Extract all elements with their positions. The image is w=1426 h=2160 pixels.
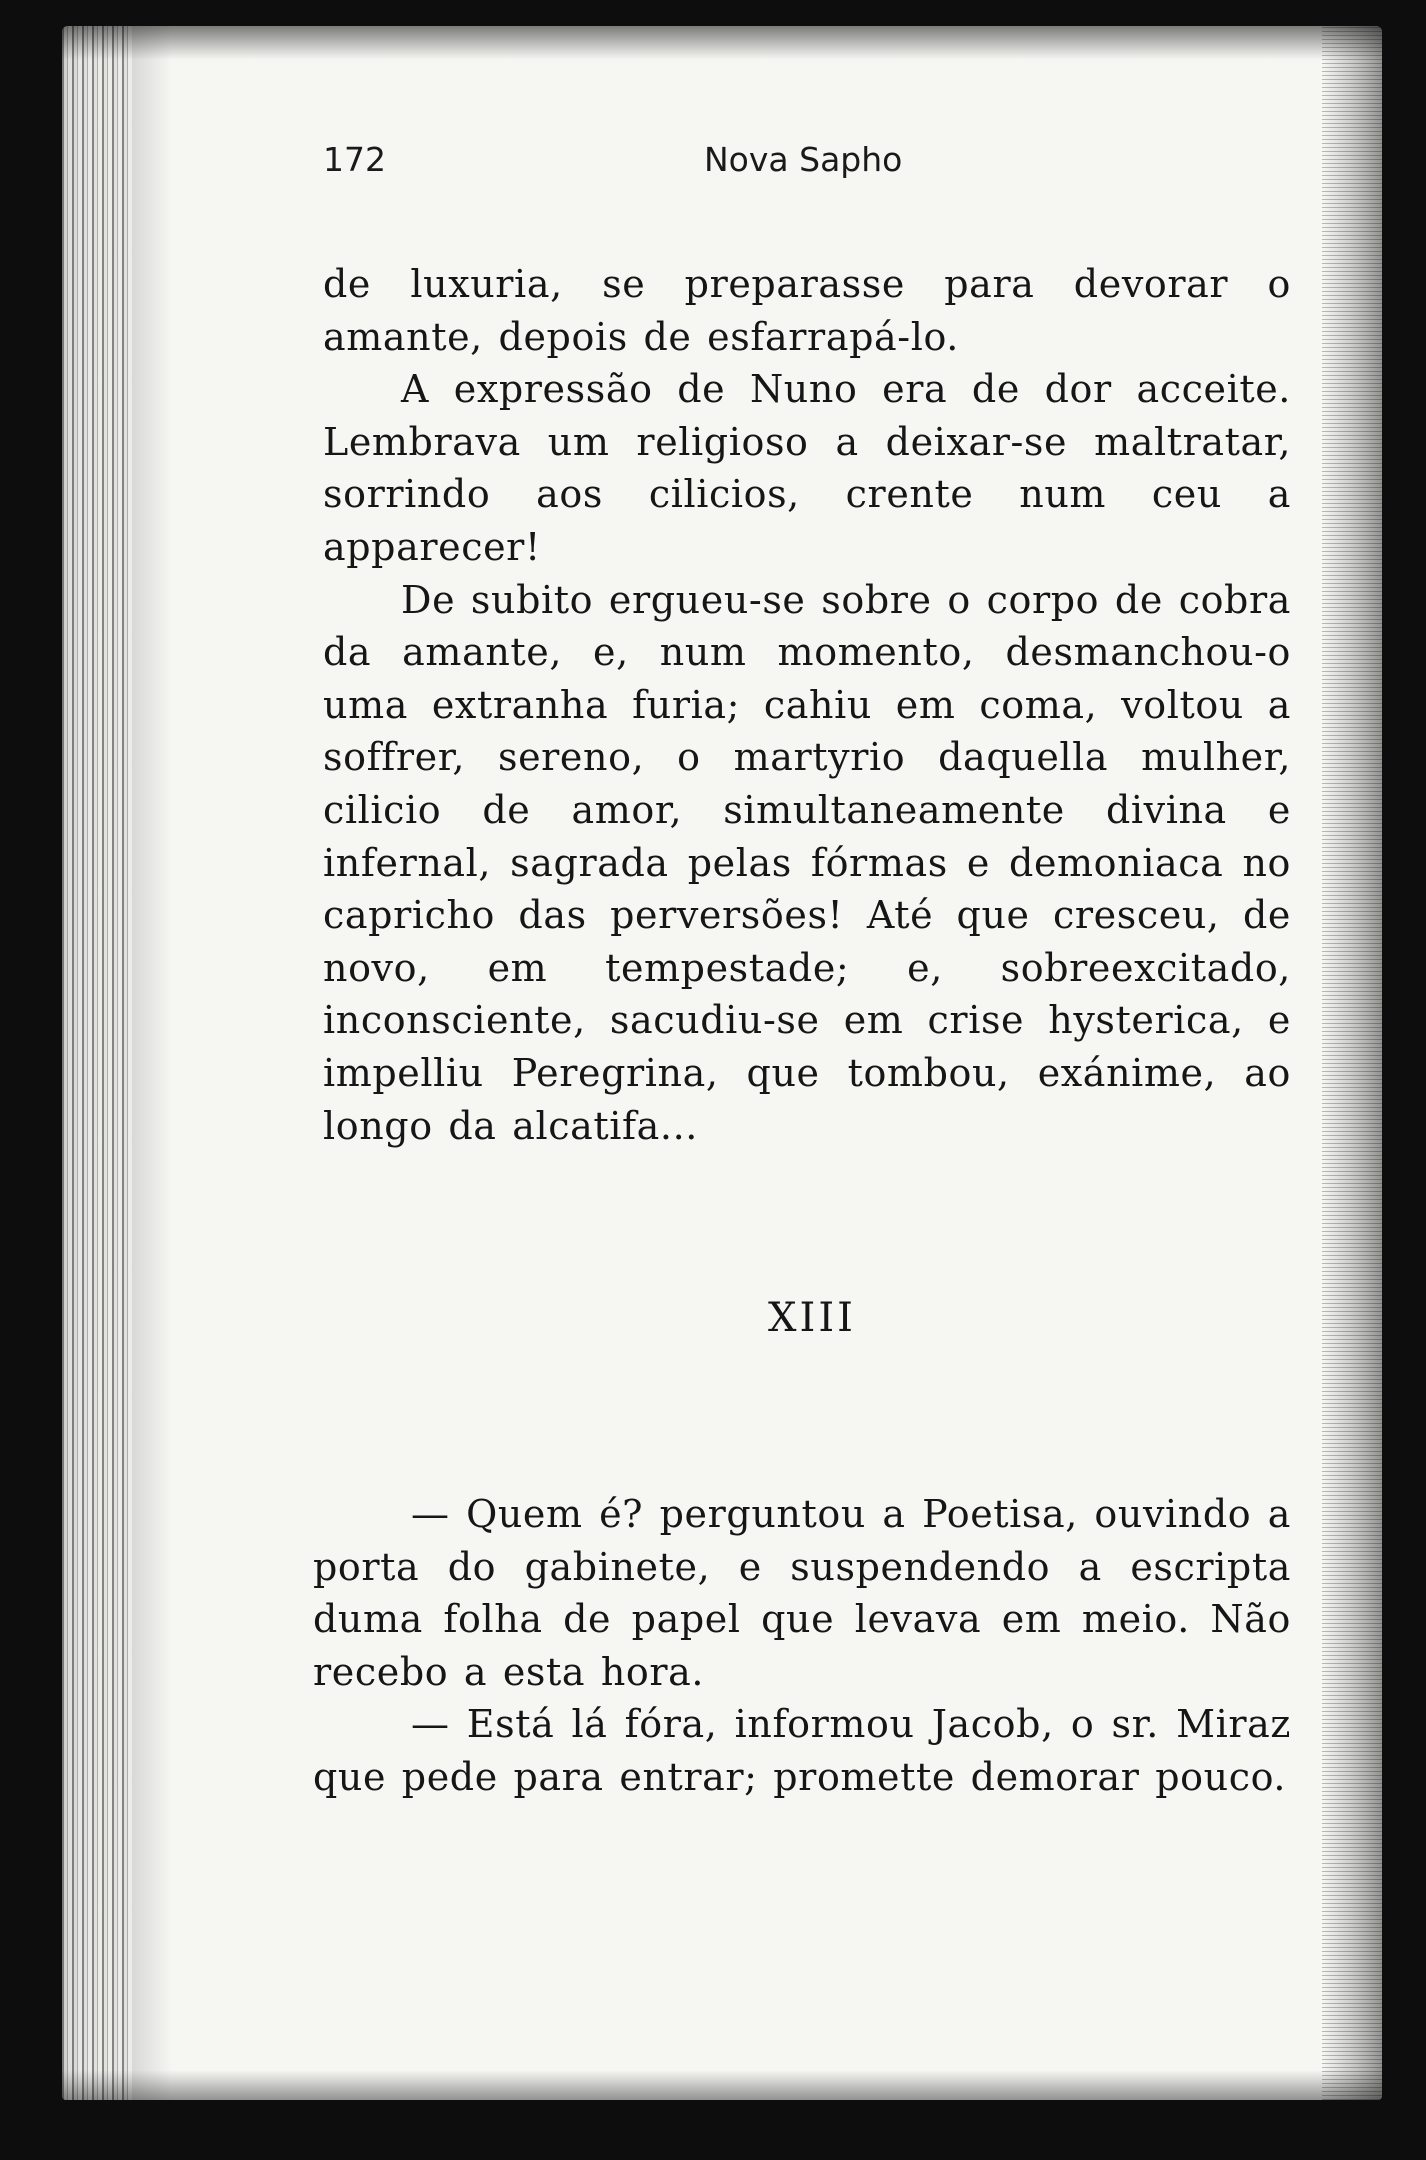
page-edge-right: [1322, 26, 1382, 2100]
running-head: [323, 140, 1291, 190]
binding-gutter: [62, 26, 132, 2100]
gutter-shadow: [132, 26, 172, 2100]
page-edge-bottom: [62, 2070, 1382, 2100]
paragraph-nuno-expression: A expressão de Nuno era de dor acceite. Lembrava um religioso a deixar-se maltratar, sorrindo aos cilicios, crente num ceu a apparecer!: [323, 367, 1291, 569]
dialogue-quem-e: — Quem é? perguntou a Poetisa, ouvindo a porta do gabinete, e suspendendo a escripta duma folha de papel que levava em meio. Não recebo a esta hora.: [313, 1492, 1291, 1694]
paragraph-de-subito: De subito ergueu-se sobre o corpo de cobra da amante, e, num momento, desmanchou-o uma extranha furia; cahiu em coma, voltou a soffrer, sereno, o martyrio daquella mulher, cilicio de amor, simultaneamente divina e infernal, sagrada pelas fórmas e demoniaca no capricho das perversões! Até que cresceu, de novo, em tempestade; e, sobreexcitado, inconsciente, sacudiu-se em crise hysterica, e impelliu Peregrina, que tombou, exánime, ao longo da alcatifa...: [323, 577, 1291, 1148]
book-title: Nova Sapho: [704, 140, 903, 179]
body-text-before-chapter: [323, 258, 1291, 1152]
paragraph-continuation: de luxuria, se preparasse para devorar o amante, depois de esfarrapá-lo.: [323, 262, 1291, 359]
chapter-heading: XIII: [768, 1295, 856, 1341]
page-number: 172: [323, 140, 386, 179]
body-text-after-chapter: [313, 1488, 1291, 1804]
dialogue-esta-la-fora: — Está lá fóra, informou Jacob, o sr. Miraz que pede para entrar; promette demorar pouco.: [313, 1702, 1291, 1799]
page-edge-top: [62, 26, 1382, 60]
